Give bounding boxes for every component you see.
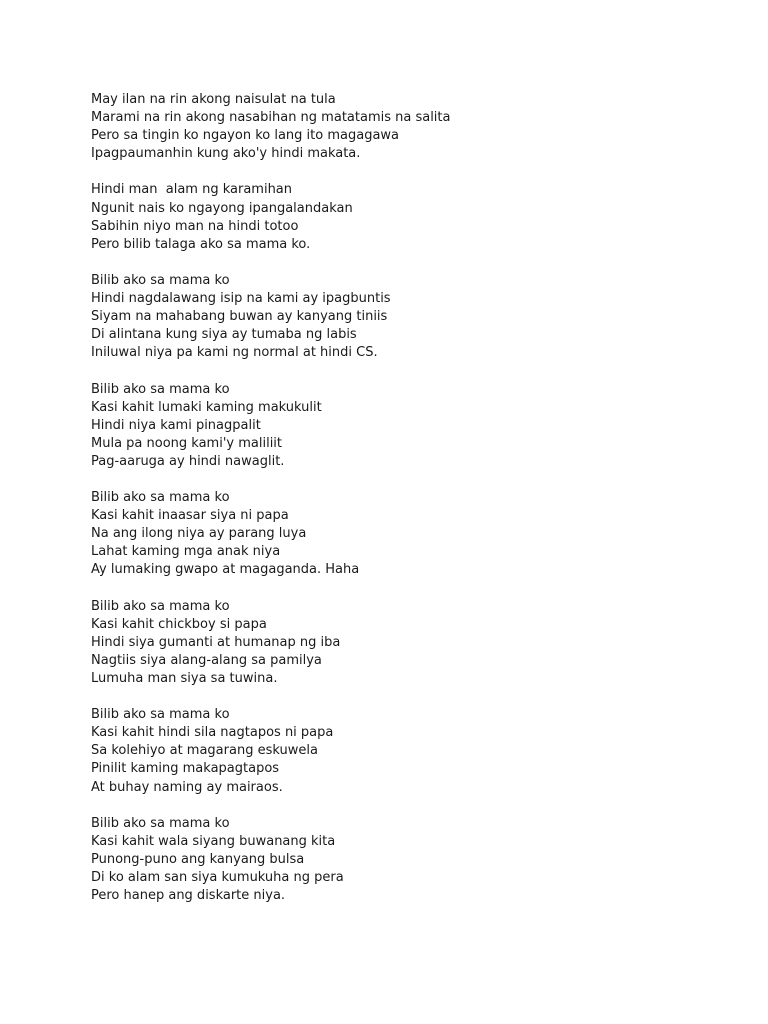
poem-line: Sa kolehiyo at magarang eskuwela [91,743,318,759]
stanza [91,91,451,163]
poem-line: Sabihin niyo man na hindi totoo [91,218,299,234]
poem-line: Lahat kaming mga anak niya [91,544,281,560]
poem-line: Punong-puno ang kanyang bulsa [91,851,305,867]
poem-body [91,91,451,923]
poem-line: Di alintana kung siya ay tumaba ng labis [91,327,357,343]
stanza [91,815,451,905]
poem-line: Ngunit nais ko ngayong ipangalandakan [91,200,353,216]
poem-line: Na ang ilong niya ay parang luya [91,526,307,542]
poem-line: Bilib ako sa mama ko [91,598,230,614]
stanza [91,706,451,796]
poem-line: Pero sa tingin ko ngayon ko lang ito magagawa [91,128,400,144]
poem-line: Hindi niya kami pinagpalit [91,417,261,433]
poem-line: Ay lumaking gwapo at magaganda. Haha [91,562,360,578]
poem-line: Bilib ako sa mama ko [91,815,230,831]
poem-line: Hindi man alam ng karamihan [91,182,293,198]
stanza [91,381,451,471]
poem-line: Marami na rin akong nasabihan ng matatamis na salita [91,110,451,126]
poem-line: At buhay naming ay mairaos. [91,779,283,795]
poem-line: Pinilit kaming makapagtapos [91,761,280,777]
stanza [91,489,451,579]
poem-line: Bilib ako sa mama ko [91,707,230,723]
poem-line: Kasi kahit hindi sila nagtapos ni papa [91,725,334,741]
poem-line: Pero hanep ang diskarte niya. [91,888,286,904]
stanza [91,181,451,253]
poem-line: Hindi nagdalawang isip na kami ay ipagbuntis [91,291,391,307]
stanza [91,272,451,362]
poem-line: Iniluwal niya pa kami ng normal at hindi CS. [91,345,378,361]
poem-line: Bilib ako sa mama ko [91,381,230,397]
poem-line: Siyam na mahabang buwan ay kanyang tiniis [91,309,388,325]
poem-line: Bilib ako sa mama ko [91,490,230,506]
poem-line: Kasi kahit inaasar siya ni papa [91,508,289,524]
poem-line: Kasi kahit wala siyang buwanang kita [91,833,336,849]
poem-line: Ipagpaumanhin kung ako'y hindi makata. [91,146,361,162]
poem-line: Pag-aaruga ay hindi nawaglit. [91,453,285,469]
poem-line: Pero bilib talaga ako sa mama ko. [91,236,311,252]
poem-line: Bilib ako sa mama ko [91,272,230,288]
poem-line: Kasi kahit chickboy si papa [91,616,267,632]
poem-line: Kasi kahit lumaki kaming makukulit [91,399,322,415]
poem-line: Di ko alam san siya kumukuha ng pera [91,870,344,886]
poem-line: Hindi siya gumanti at humanap ng iba [91,634,341,650]
poem-line: Mula pa noong kami'y maliliit [91,435,283,451]
poem-line: Lumuha man siya sa tuwina. [91,671,278,686]
poem-line: Nagtiis siya alang-alang sa pamilya [91,652,322,668]
stanza [91,598,451,688]
poem-line: May ilan na rin akong naisulat na tula [91,92,336,107]
